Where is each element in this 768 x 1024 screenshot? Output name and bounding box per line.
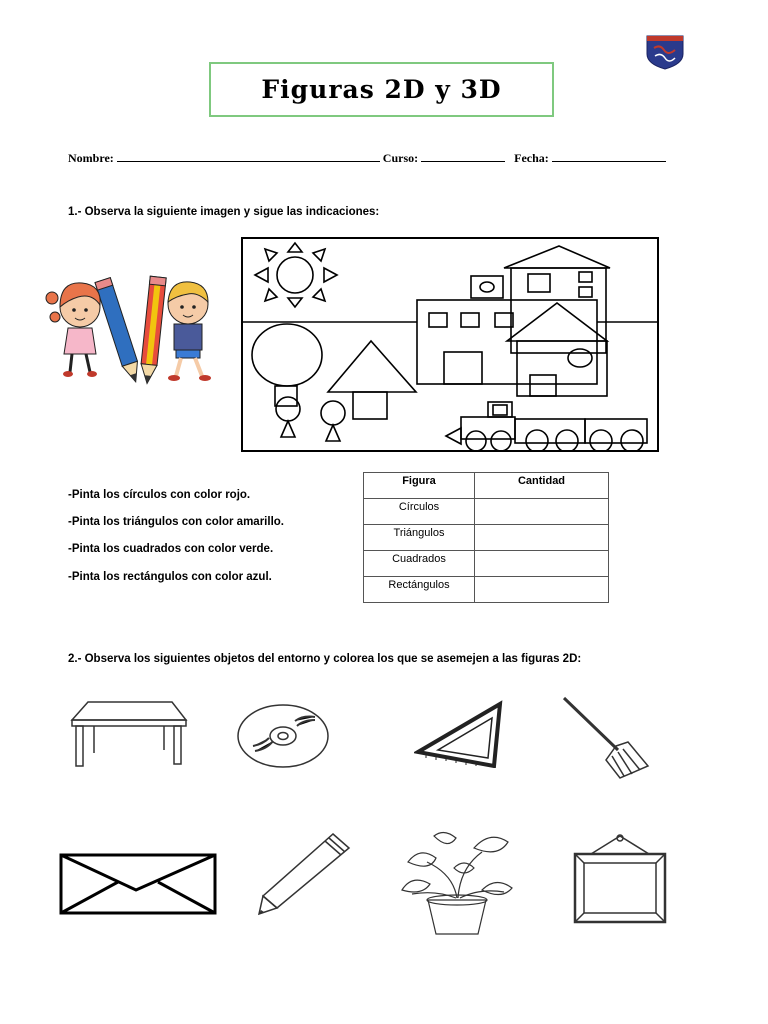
course-field[interactable] bbox=[421, 150, 505, 162]
shape-count-table bbox=[363, 472, 609, 603]
name-field[interactable] bbox=[117, 150, 380, 162]
table-cell-quantity[interactable] bbox=[475, 499, 609, 525]
course-label: Curso: bbox=[382, 151, 419, 165]
picture-frame-drawing[interactable] bbox=[571, 832, 669, 926]
table-cell-quantity[interactable] bbox=[475, 551, 609, 577]
instruction-rectangles: -Pinta los rectángulos con color azul. bbox=[68, 571, 272, 583]
table-row bbox=[364, 499, 609, 525]
table-row bbox=[364, 525, 609, 551]
name-label: Nombre: bbox=[68, 151, 114, 165]
table-cell-figure: Triángulos bbox=[364, 525, 475, 551]
instruction-circles: -Pinta los círculos con color rojo. bbox=[68, 489, 251, 501]
date-field[interactable] bbox=[552, 150, 666, 162]
table-drawing[interactable] bbox=[68, 698, 190, 770]
page-title: Figuras 2D y 3D bbox=[261, 75, 502, 104]
potted-plant-drawing[interactable] bbox=[398, 828, 516, 938]
question-1: 1.- Observa la siguiente imagen y sigue las indicaciones: bbox=[68, 206, 380, 218]
table-row bbox=[364, 577, 609, 603]
set-square-drawing[interactable] bbox=[414, 700, 506, 768]
date-label: Fecha: bbox=[514, 151, 549, 165]
kids-with-pencils-illustration bbox=[40, 272, 225, 390]
table-cell-figure: Cuadrados bbox=[364, 551, 475, 577]
instruction-squares: -Pinta los cuadrados con color verde. bbox=[68, 543, 274, 555]
student-info-line bbox=[68, 150, 666, 166]
broom-drawing[interactable] bbox=[560, 694, 652, 780]
table-header-figura: Figura bbox=[364, 473, 475, 499]
shapes-scene-illustration bbox=[241, 237, 659, 452]
table-row bbox=[364, 551, 609, 577]
pencil-drawing[interactable] bbox=[255, 830, 353, 916]
envelope-drawing[interactable] bbox=[58, 852, 218, 916]
title-box bbox=[209, 62, 554, 117]
instruction-triangles: -Pinta los triángulos con color amarillo. bbox=[68, 516, 284, 528]
table-cell-figure: Círculos bbox=[364, 499, 475, 525]
table-cell-figure: Rectángulos bbox=[364, 577, 475, 603]
table-header-cantidad: Cantidad bbox=[475, 473, 609, 499]
table-cell-quantity[interactable] bbox=[475, 577, 609, 603]
cd-disc-drawing[interactable] bbox=[235, 702, 331, 770]
table-cell-quantity[interactable] bbox=[475, 525, 609, 551]
school-shield-icon bbox=[645, 34, 685, 70]
question-2: 2.- Observa los siguientes objetos del entorno y colorea los que se asemejen a las figuras 2D: bbox=[68, 653, 582, 665]
